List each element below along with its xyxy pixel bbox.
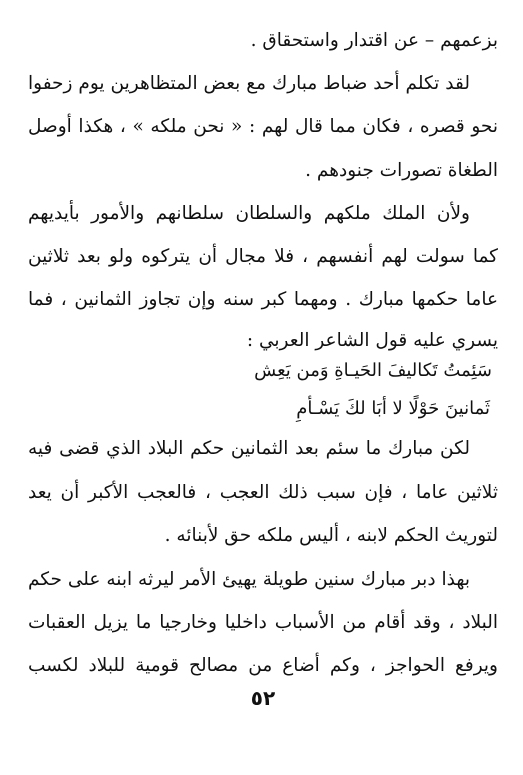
text-line-5: ولأن الملك ملكهم والسلطان سلطانهم والأمور بأيديهم xyxy=(28,203,470,224)
text-line-9: لكن مبارك ما سئم بعد الثمانين حكم البلاد الذي قضى فيه xyxy=(28,438,470,459)
text-line-12: بهذا دبر مبارك سنين طويلة يهيئ الأمر ليرثه ابنه على حكم xyxy=(28,569,470,590)
text-line-8: يسري عليه قول الشاعر العربي : xyxy=(246,330,498,351)
text-line-7: عاما حكمها مبارك . ومهما كبر سنه وإن تجاوز الثمانين ، فما xyxy=(28,289,498,310)
text-line-13: البلاد ، وقد أقام من الأسباب داخليا وخارجيا ما يزيل العقبات xyxy=(28,612,498,633)
text-line-2: لقد تكلم أحد ضباط مبارك مع بعض المتظاهرين يوم زحفوا xyxy=(28,73,470,94)
text-line-3: نحو قصره ، فكان مما قال لهم : « نحن ملكه » ، هكذا أوصل xyxy=(28,116,498,137)
poem-verse-second-hemistich: ثَمانينَ حَوْلًا لا أبَا لكَ يَسْـأمِ xyxy=(296,398,490,419)
text-line-6: كما سولت لهم أنفسهم ، فلا مجال أن يتركوه ولو بعد ثلاثين xyxy=(28,246,498,267)
text-line-1: بزعمهم – عن اقتدار واستحقاق . xyxy=(250,30,498,51)
text-line-14: ويرفع الحواجز ، وكم أضاع من مصالح قومية للبلاد لكسب xyxy=(28,655,498,676)
text-line-4: الطغاة تصورات جنودهم . xyxy=(305,160,498,181)
text-line-11: لتوريث الحكم لابنه ، أليس ملكه حق لأبنائه . xyxy=(164,525,498,546)
book-page xyxy=(28,26,498,746)
poem-verse-first-hemistich: سَئِمتُ تَكاليفَ الحَيـاةِ وَمن يَعِش xyxy=(254,360,492,381)
text-line-10: ثلاثين عاما ، فإن سبب ذلك العجب ، فالعجب الأكبر أن يعد xyxy=(28,482,498,503)
page-number: ٥٢ xyxy=(250,686,276,710)
